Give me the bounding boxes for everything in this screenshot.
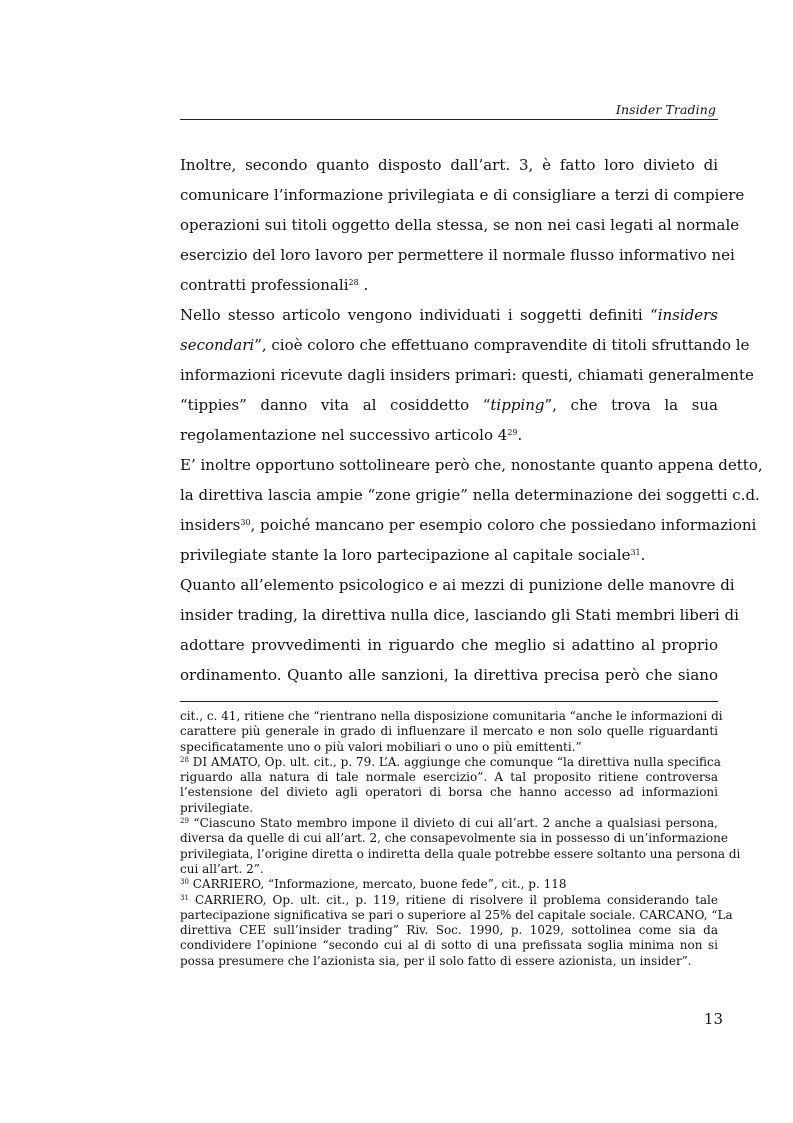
body-line <box>180 270 718 300</box>
text-run: informazioni ricevute dagli insiders primari: questi, chiamati generalmente <box>180 366 754 384</box>
footnote-line <box>180 785 718 800</box>
text-run: DI AMATO, Op. ult. cit., p. 79. L’A. aggiunge che comunque “la direttiva nulla specifica <box>188 754 721 769</box>
footnote-line <box>180 877 718 892</box>
text-run: “tippies” danno vita al cosiddetto “ <box>180 396 491 414</box>
text-run: adottare provvedimenti in riguardo che meglio si adattino al proprio <box>180 636 718 654</box>
text-run: specificatamente uno o più valori mobiliari o uno o più emittenti.” <box>180 739 582 754</box>
text-run: insiders <box>180 516 241 534</box>
footnote-line <box>180 862 718 877</box>
body-line <box>180 480 760 510</box>
body-line <box>180 600 739 630</box>
footnote-ref: 30 <box>240 518 251 527</box>
footnote-line <box>180 770 718 785</box>
footnote-ref: 28 <box>348 278 359 287</box>
text-run: . <box>640 546 646 564</box>
footnote-line <box>180 754 721 770</box>
footnote-line <box>180 801 718 816</box>
text-run: CARRIERO, “Informazione, mercato, buone fede”, cit., p. 118 <box>188 877 567 892</box>
footnote-line <box>180 923 718 938</box>
text-run: contratti professionali <box>180 276 349 294</box>
body-line <box>180 330 750 360</box>
footnote-line <box>180 954 718 969</box>
page-number: 13 <box>703 1010 723 1028</box>
body-line <box>180 660 718 690</box>
footnote-line <box>180 724 718 739</box>
footnote-ref: 29 <box>180 817 189 826</box>
body-line <box>180 450 763 480</box>
body-line <box>180 300 718 330</box>
italic-text: tipping <box>490 396 545 414</box>
text-run: . <box>517 426 523 444</box>
body-line <box>180 510 757 540</box>
body-line <box>180 150 718 180</box>
text-run: ordinamento. Quanto alle sanzioni, la direttiva precisa però che siano <box>180 666 718 684</box>
text-run: privilegiate. <box>180 800 254 815</box>
text-run: esercizio del loro lavoro per permettere il normale flusso informativo nei <box>180 246 735 264</box>
text-run: privilegiate stante la loro partecipazione al capitale sociale <box>180 546 631 564</box>
text-run: partecipazione significativa se pari o superiore al 25% del capitale sociale. CARCANO, “La <box>180 907 733 922</box>
italic-text: insiders <box>657 306 718 324</box>
footnotes <box>180 709 741 969</box>
text-run: condividere l’opinione “secondo cui al di sotto di una prefissata soglia minima non si <box>180 938 718 953</box>
body-line <box>180 390 718 420</box>
body-line <box>180 240 735 270</box>
text-run: ”, che trova la sua <box>544 396 718 414</box>
text-run: ”, cioè coloro che effettuano compravendite di titoli sfruttando le <box>254 336 750 354</box>
body-line <box>180 420 718 450</box>
footnote-line <box>180 816 718 831</box>
footnote-ref: 30 <box>180 878 189 887</box>
footnote-line <box>180 846 741 862</box>
text-run: . <box>358 276 369 294</box>
footnote-line <box>180 938 718 953</box>
text-run: Quanto all’elemento psicologico e ai mezzi di punizione delle manovre di <box>180 576 735 594</box>
text-run: insider trading, la direttiva nulla dice, lasciando gli Stati membri liberi di <box>180 606 739 624</box>
text-run: operazioni sui titoli oggetto della stessa, se non nei casi legati al normale <box>180 216 740 234</box>
footnote-ref: 31 <box>180 893 189 902</box>
text-run: , poiché mancano per esempio coloro che possiedano informazioni <box>250 516 757 534</box>
body-line <box>180 210 740 240</box>
body-line <box>180 360 754 390</box>
footnote-line <box>180 907 733 923</box>
text-run: regolamentazione nel successivo articolo 4 <box>180 426 508 444</box>
body-text <box>180 150 763 690</box>
text-run: carattere più generale in grado di influenzare il mercato e non solo quelle riguardanti <box>180 724 718 739</box>
footnote-ref: 28 <box>180 755 189 764</box>
text-run: cui all’art. 2”. <box>180 861 264 876</box>
text-run: privilegiata, l’origine diretta o indiretta della quale potrebbe essere soltanto una persona di <box>180 846 741 861</box>
body-line <box>180 180 745 210</box>
footnote-line <box>180 893 718 908</box>
body-line <box>180 540 718 570</box>
footnote-ref: 31 <box>630 548 641 557</box>
text-run: Inoltre, secondo quanto disposto dall’art. 3, è fatto loro divieto di <box>180 156 718 174</box>
text-run: l’estensione del divieto agli operatori di borsa che hanno accesso ad informazioni <box>180 785 718 800</box>
footnote-line <box>180 740 718 755</box>
text-run: riguardo alla natura di tale normale esercizio”. A tal proposito ritiene controversa <box>180 770 718 785</box>
footnote-separator <box>180 701 718 702</box>
text-run: comunicare l’informazione privilegiata e di consigliare a terzi di compiere <box>180 186 745 204</box>
text-run: possa presumere che l’azionista sia, per il solo fatto di essere azionista, un insider”. <box>180 953 692 968</box>
text-run: direttiva CEE sull’insider trading” Riv. Soc. 1990, p. 1029, sottolinea come sia da <box>180 923 718 938</box>
body-line <box>180 570 735 600</box>
text-run: Nello stesso articolo vengono individuati i soggetti definiti “ <box>180 306 658 324</box>
text-run: la direttiva lascia ampie “zone grigie” nella determinazione dei soggetti c.d. <box>180 486 760 504</box>
italic-text: secondari <box>180 336 255 354</box>
running-header <box>180 102 718 120</box>
body-line <box>180 630 718 660</box>
text-run: “Ciascuno Stato membro impone il divieto di cui all’art. 2 anche a qualsiasi persona, <box>188 816 718 831</box>
text-run: diversa da quelle di cui all’art. 2, che consapevolmente sia in possesso di un’informazione <box>180 831 728 846</box>
footnote-line <box>180 831 728 846</box>
footnote-line <box>180 709 723 724</box>
text-run: cit., c. 41, ritiene che “rientrano nella disposizione comunitaria “anche le informazioni di <box>180 709 723 723</box>
header-title: Insider Trading <box>615 102 716 117</box>
text-run: E’ inoltre opportuno sottolineare però che, nonostante quanto appena detto, <box>180 456 763 474</box>
text-run: CARRIERO, Op. ult. cit., p. 119, ritiene di risolvere il problema considerando tale <box>188 892 718 907</box>
footnote-ref: 29 <box>507 428 518 437</box>
